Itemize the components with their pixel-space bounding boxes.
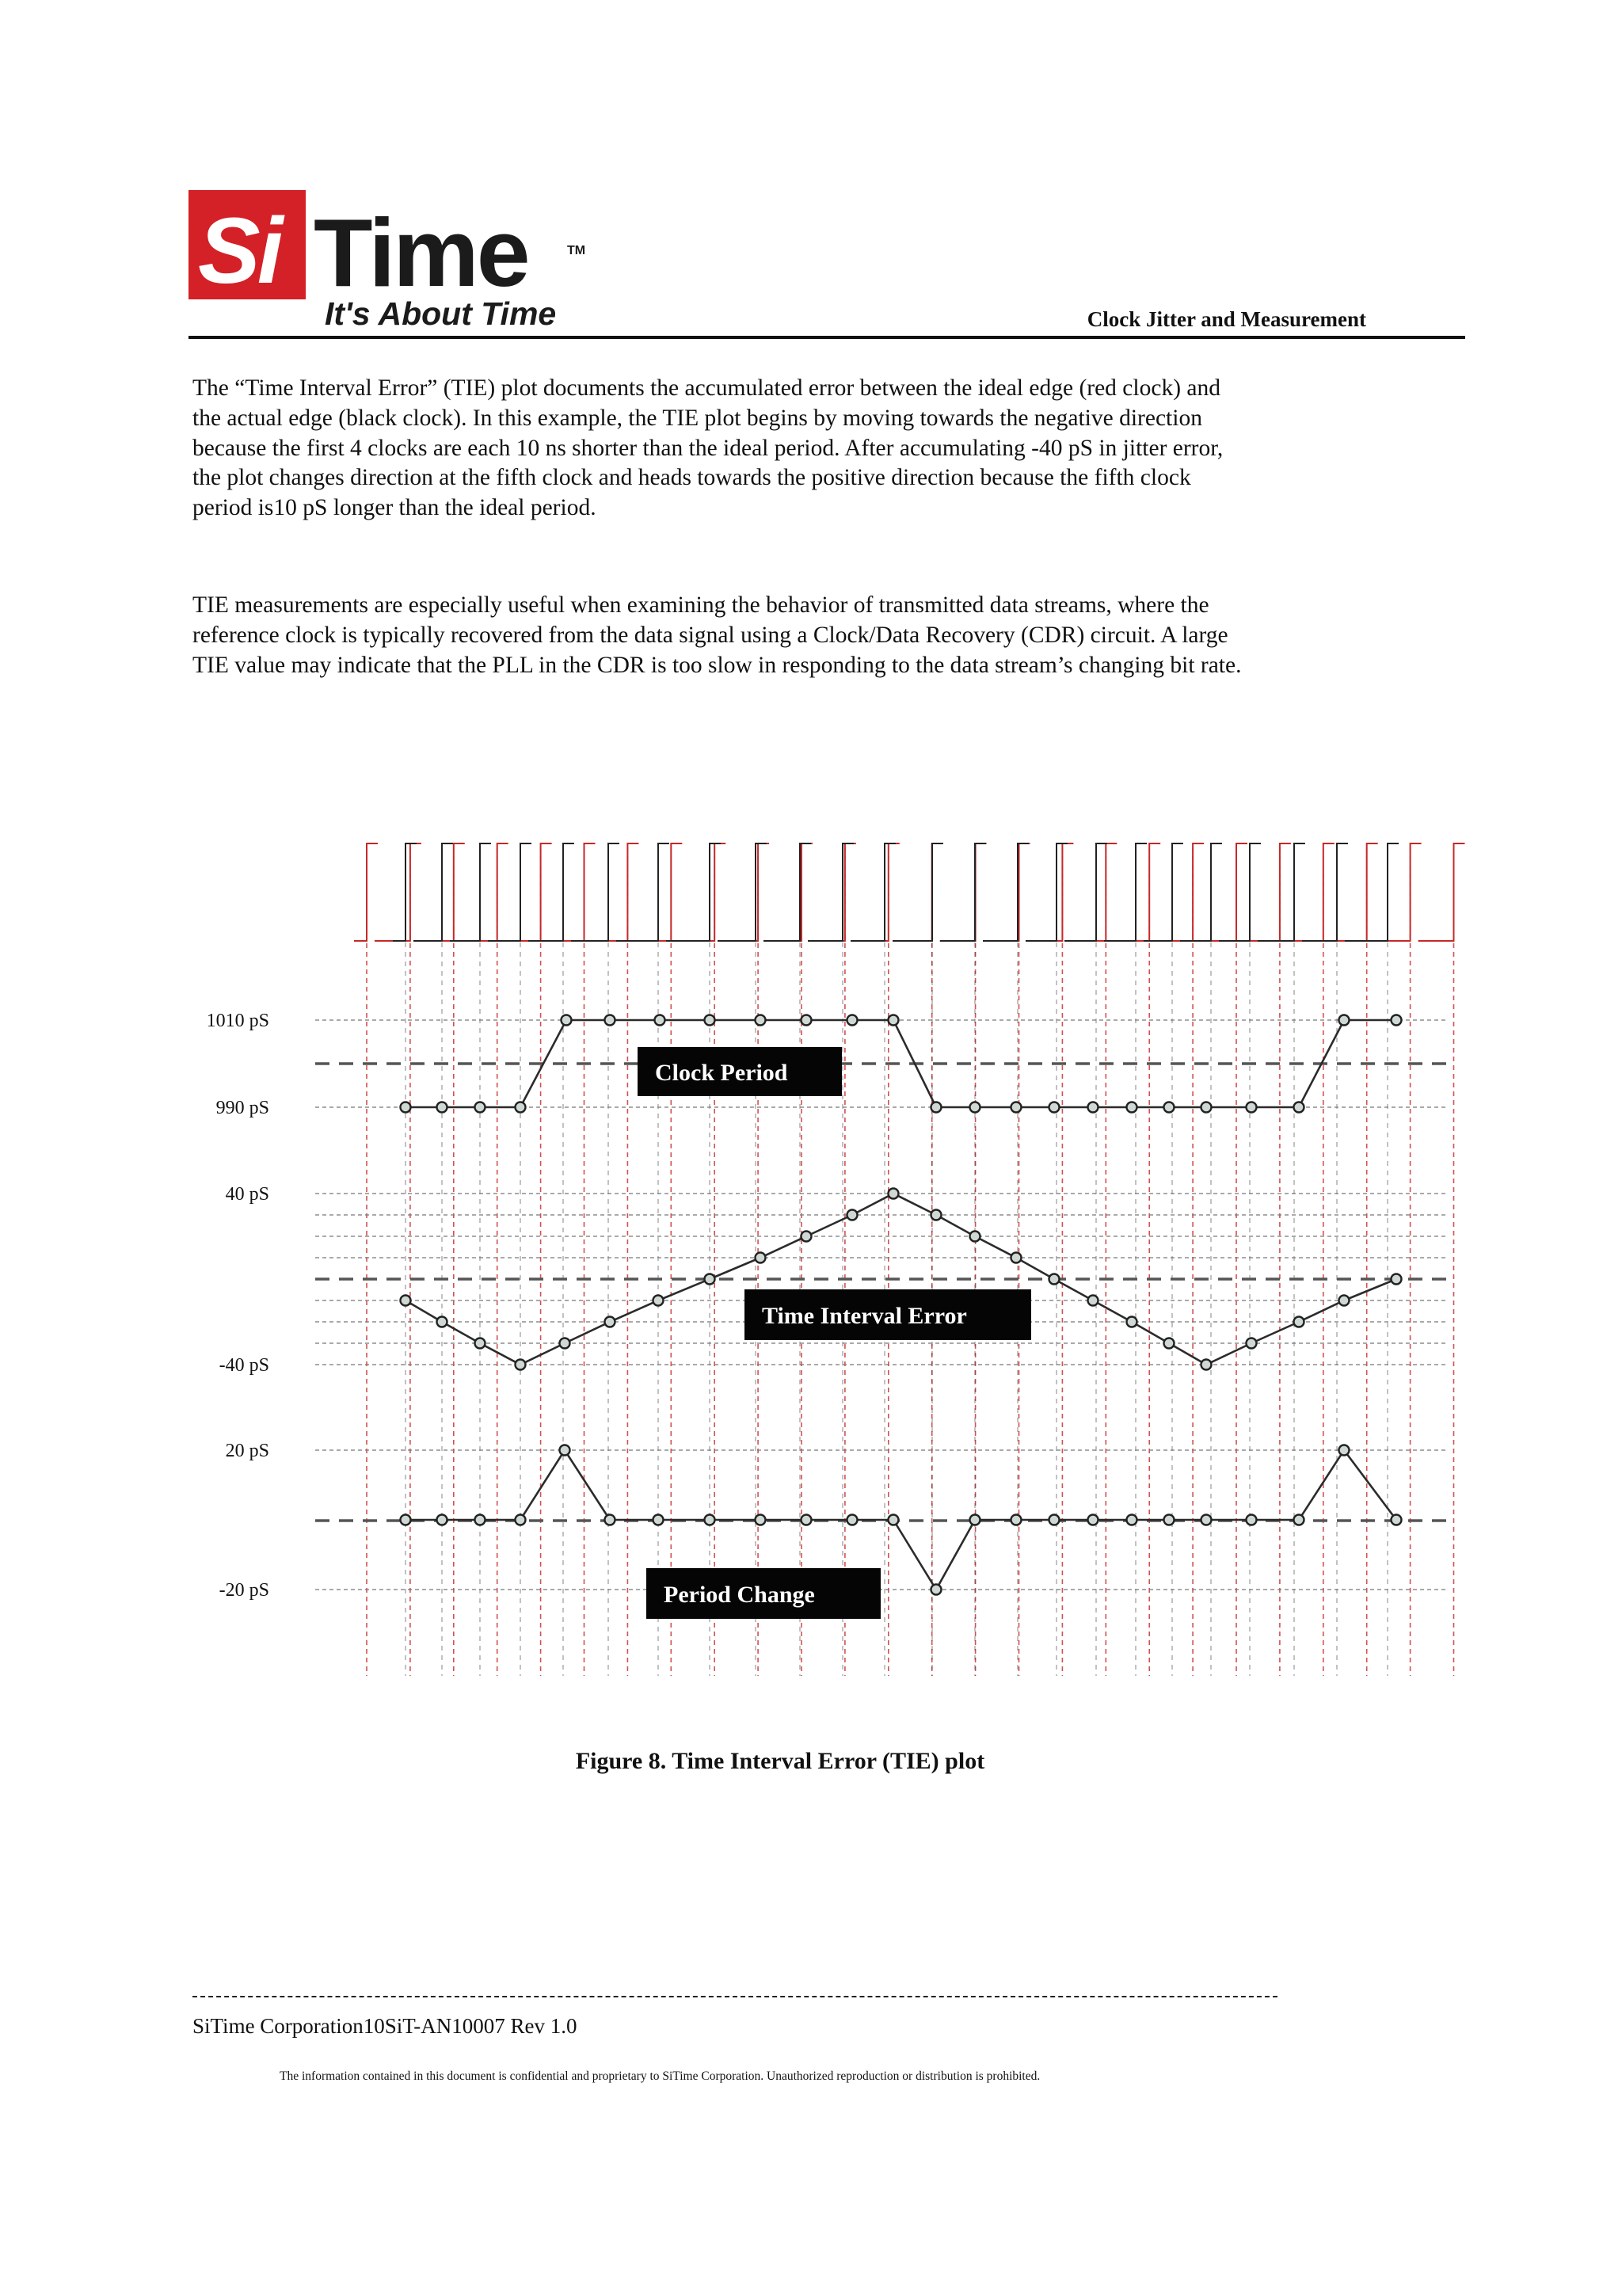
data-point — [1049, 1102, 1060, 1113]
data-point — [653, 1515, 664, 1525]
clock-waveforms — [354, 843, 1465, 941]
data-point — [475, 1102, 485, 1113]
y-tick-label: -20 pS — [219, 1580, 269, 1601]
panel-label: Time Interval Error — [762, 1303, 967, 1329]
data-point — [1247, 1515, 1257, 1525]
data-point — [1392, 1274, 1402, 1285]
paragraph-tie-description: The “Time Interval Error” (TIE) plot documents the accumulated error between the ideal edge (red clock) and the actual edge (black clock). In this example, the TIE plot begins by moving towards the negative direction because the first 4 clocks are each 10 ns shorter than the ideal period. After accumulating -40 pS in jitter error, the plot changes direction at the fifth clock and heads towards the positive direction because the fifth clock period is10 pS longer than the ideal period. — [192, 375, 1224, 521]
data-point — [889, 1189, 899, 1199]
data-point — [1127, 1102, 1137, 1113]
data-point — [605, 1515, 615, 1525]
data-point — [931, 1585, 942, 1595]
logo-wordmark: Time — [314, 199, 528, 307]
data-point — [516, 1515, 526, 1525]
data-point — [756, 1515, 766, 1525]
sitime-logo — [188, 190, 615, 335]
data-point — [1164, 1515, 1175, 1525]
data-point — [847, 1015, 858, 1026]
data-point — [1127, 1515, 1137, 1525]
header-rule — [188, 336, 1465, 339]
figure-grid — [367, 847, 1454, 1676]
data-point — [847, 1210, 858, 1220]
data-point — [801, 1015, 812, 1026]
document-title: Clock Jitter and Measurement — [1087, 307, 1366, 331]
data-point — [560, 1445, 570, 1456]
data-point — [560, 1338, 570, 1349]
data-point — [605, 1015, 615, 1026]
data-point — [1247, 1102, 1257, 1113]
actual-clock-wave — [393, 843, 1399, 941]
data-point — [653, 1296, 664, 1306]
data-point — [756, 1015, 766, 1026]
footer-rule — [192, 1996, 1277, 1997]
data-point — [931, 1210, 942, 1220]
data-point — [1201, 1515, 1212, 1525]
y-tick-label: 1010 pS — [206, 1011, 269, 1031]
logo-tagline: It's About Time — [325, 295, 557, 332]
y-tick-label: -40 pS — [219, 1355, 269, 1376]
logo-mark: Si — [198, 199, 280, 303]
data-point — [401, 1296, 411, 1306]
data-point — [1392, 1015, 1402, 1026]
data-point — [437, 1102, 447, 1113]
data-point — [1011, 1102, 1022, 1113]
logo-trademark: TM — [567, 244, 586, 257]
data-point — [655, 1015, 665, 1026]
data-point — [1088, 1515, 1098, 1525]
data-point — [1011, 1515, 1022, 1525]
data-point — [1088, 1102, 1098, 1113]
data-point — [1088, 1296, 1098, 1306]
figure-caption: Figure 8. Time Interval Error (TIE) plot — [575, 1748, 985, 1774]
data-point — [970, 1232, 980, 1242]
data-point — [475, 1515, 485, 1525]
data-point — [801, 1515, 812, 1525]
data-point — [705, 1015, 715, 1026]
data-point — [1049, 1515, 1060, 1525]
data-point — [801, 1232, 812, 1242]
data-point — [437, 1317, 447, 1327]
data-point — [756, 1253, 766, 1263]
data-point — [705, 1515, 715, 1525]
data-point — [931, 1102, 942, 1113]
data-point — [1294, 1317, 1304, 1327]
data-point — [1294, 1515, 1304, 1525]
data-point — [1201, 1102, 1212, 1113]
tie-figure — [0, 824, 1622, 1695]
data-point — [475, 1338, 485, 1349]
data-point — [1127, 1317, 1137, 1327]
data-point — [401, 1515, 411, 1525]
footer-document-id: SiTime Corporation10SiT-AN10007 Rev 1.0 — [192, 2014, 577, 2038]
data-point — [437, 1515, 447, 1525]
data-point — [1164, 1338, 1175, 1349]
data-point — [1247, 1338, 1257, 1349]
footer-confidentiality-note: The information contained in this document is confidential and proprietary to SiTime Corporation. Unauthorized reproduction or distribution is prohibited. — [280, 2069, 1041, 2083]
paragraph-tie-usage: TIE measurements are especially useful when examining the behavior of transmitted data streams, where the reference clock is typically recovered from the data signal using a Clock/Data Recovery (CDR) circuit. A large TIE value may indicate that the PLL in the CDR is too slow in responding to the data stream’s changing bit rate. — [192, 592, 1242, 678]
data-point — [1339, 1296, 1350, 1306]
data-point — [1011, 1253, 1022, 1263]
data-point — [970, 1102, 980, 1113]
data-point — [516, 1360, 526, 1370]
y-tick-label: 20 pS — [225, 1441, 269, 1461]
y-tick-label: 40 pS — [225, 1184, 269, 1205]
data-point — [1339, 1445, 1350, 1456]
data-point — [970, 1515, 980, 1525]
panel-period-change — [219, 1441, 1448, 1619]
y-tick-label: 990 pS — [215, 1098, 269, 1118]
panel-clock-period — [207, 1011, 1448, 1118]
data-point — [1339, 1015, 1350, 1026]
data-point — [516, 1102, 526, 1113]
data-point — [705, 1274, 715, 1285]
data-point — [401, 1102, 411, 1113]
data-point — [889, 1015, 899, 1026]
data-point — [847, 1515, 858, 1525]
data-point — [562, 1015, 572, 1026]
panel-time-interval-error — [219, 1184, 1448, 1376]
data-point — [889, 1515, 899, 1525]
data-point — [1201, 1360, 1212, 1370]
panel-label: Period Change — [664, 1582, 815, 1608]
chart-panels — [207, 1011, 1448, 1619]
panel-label: Clock Period — [655, 1060, 788, 1086]
data-point — [1392, 1515, 1402, 1525]
data-point — [1049, 1274, 1060, 1285]
data-point — [1164, 1102, 1175, 1113]
data-point — [1294, 1102, 1304, 1113]
data-point — [605, 1317, 615, 1327]
